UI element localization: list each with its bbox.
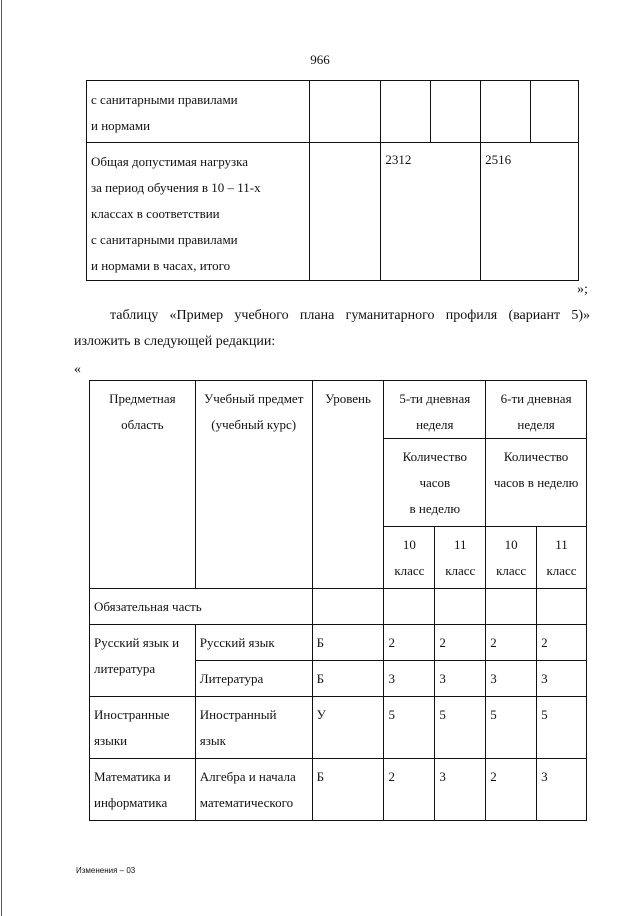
subject-cell: Иностранный язык: [195, 697, 312, 759]
subject-cell: Литература: [195, 661, 312, 697]
header-level: Уровень: [312, 381, 384, 589]
row-label: Общая допустимая нагрузка за период обучения в 10 – 11-х классах в соответствии с санитарными правилами и нормами в часах, итого: [87, 143, 310, 281]
header-5day-week: 5-ти дневная неделя: [384, 381, 486, 439]
subject-area-cell: Русский язык и литература: [90, 625, 196, 697]
header-grade-10: 10 класс: [486, 527, 537, 589]
hours-cell: 2: [384, 625, 435, 661]
hours-cell: 3: [435, 759, 486, 821]
header-grade-11: 11 класс: [537, 527, 587, 589]
table-row: [87, 81, 579, 143]
header-6day-week: 6-ти дневная неделя: [486, 381, 587, 439]
header-hours-5day: Количество часов в неделю: [384, 439, 486, 527]
level-cell: Б: [312, 759, 384, 821]
hours-cell: 3: [486, 661, 537, 697]
table-row: [90, 625, 587, 661]
hours-cell: 5: [435, 697, 486, 759]
hours-cell: 2: [384, 759, 435, 821]
hours-cell: 2: [486, 625, 537, 661]
hours-table-continued: [86, 80, 579, 281]
header-grade-11: 11 класс: [435, 527, 486, 589]
table-row: [90, 697, 587, 759]
closing-quote: »;: [577, 282, 588, 297]
header-hours-6day: Количество часов в неделю: [486, 439, 587, 527]
opening-quote: «: [74, 362, 81, 377]
table-row: [87, 143, 579, 281]
paragraph-line-1: таблицу «Пример учебного плана гуманитарного профиля (вариант 5)»: [110, 308, 590, 323]
page-number: 966: [310, 52, 330, 67]
subject-cell: Русский язык: [195, 625, 312, 661]
subject-area-cell: Иностранные языки: [90, 697, 196, 759]
hours-cell: 3: [537, 661, 587, 697]
table-row: [90, 759, 587, 821]
subject-area-cell: Математика и информатика: [90, 759, 196, 821]
hours-cell: 2: [537, 625, 587, 661]
level-cell: Б: [312, 661, 384, 697]
hours-cell: 2: [486, 759, 537, 821]
subject-cell: Алгебра и начала математического: [195, 759, 312, 821]
curriculum-table: [89, 380, 587, 821]
footer-revision: Изменения – 03: [76, 866, 136, 875]
hours-cell: 5: [384, 697, 435, 759]
hours-cell: 3: [435, 661, 486, 697]
hours-cell: 3: [537, 759, 587, 821]
hours-cell: 3: [384, 661, 435, 697]
paragraph-line-2: изложить в следующей редакции:: [74, 334, 276, 349]
section-row: [90, 589, 587, 625]
hours-cell: 2: [435, 625, 486, 661]
header-subject: Учебный предмет (учебный курс): [195, 381, 312, 589]
table-header-row: [90, 381, 587, 439]
total-5day: 2312: [381, 143, 481, 281]
hours-cell: 5: [486, 697, 537, 759]
hours-cell: 5: [537, 697, 587, 759]
header-grade-10: 10 класс: [384, 527, 435, 589]
row-label: с санитарными правилами и нормами: [87, 81, 310, 143]
total-6day: 2516: [481, 143, 579, 281]
header-subject-area: Предметная область: [90, 381, 196, 589]
level-cell: Б: [312, 625, 384, 661]
scan-edge: [1, 0, 2, 916]
section-label: Обязательная часть: [90, 589, 313, 625]
level-cell: У: [312, 697, 384, 759]
